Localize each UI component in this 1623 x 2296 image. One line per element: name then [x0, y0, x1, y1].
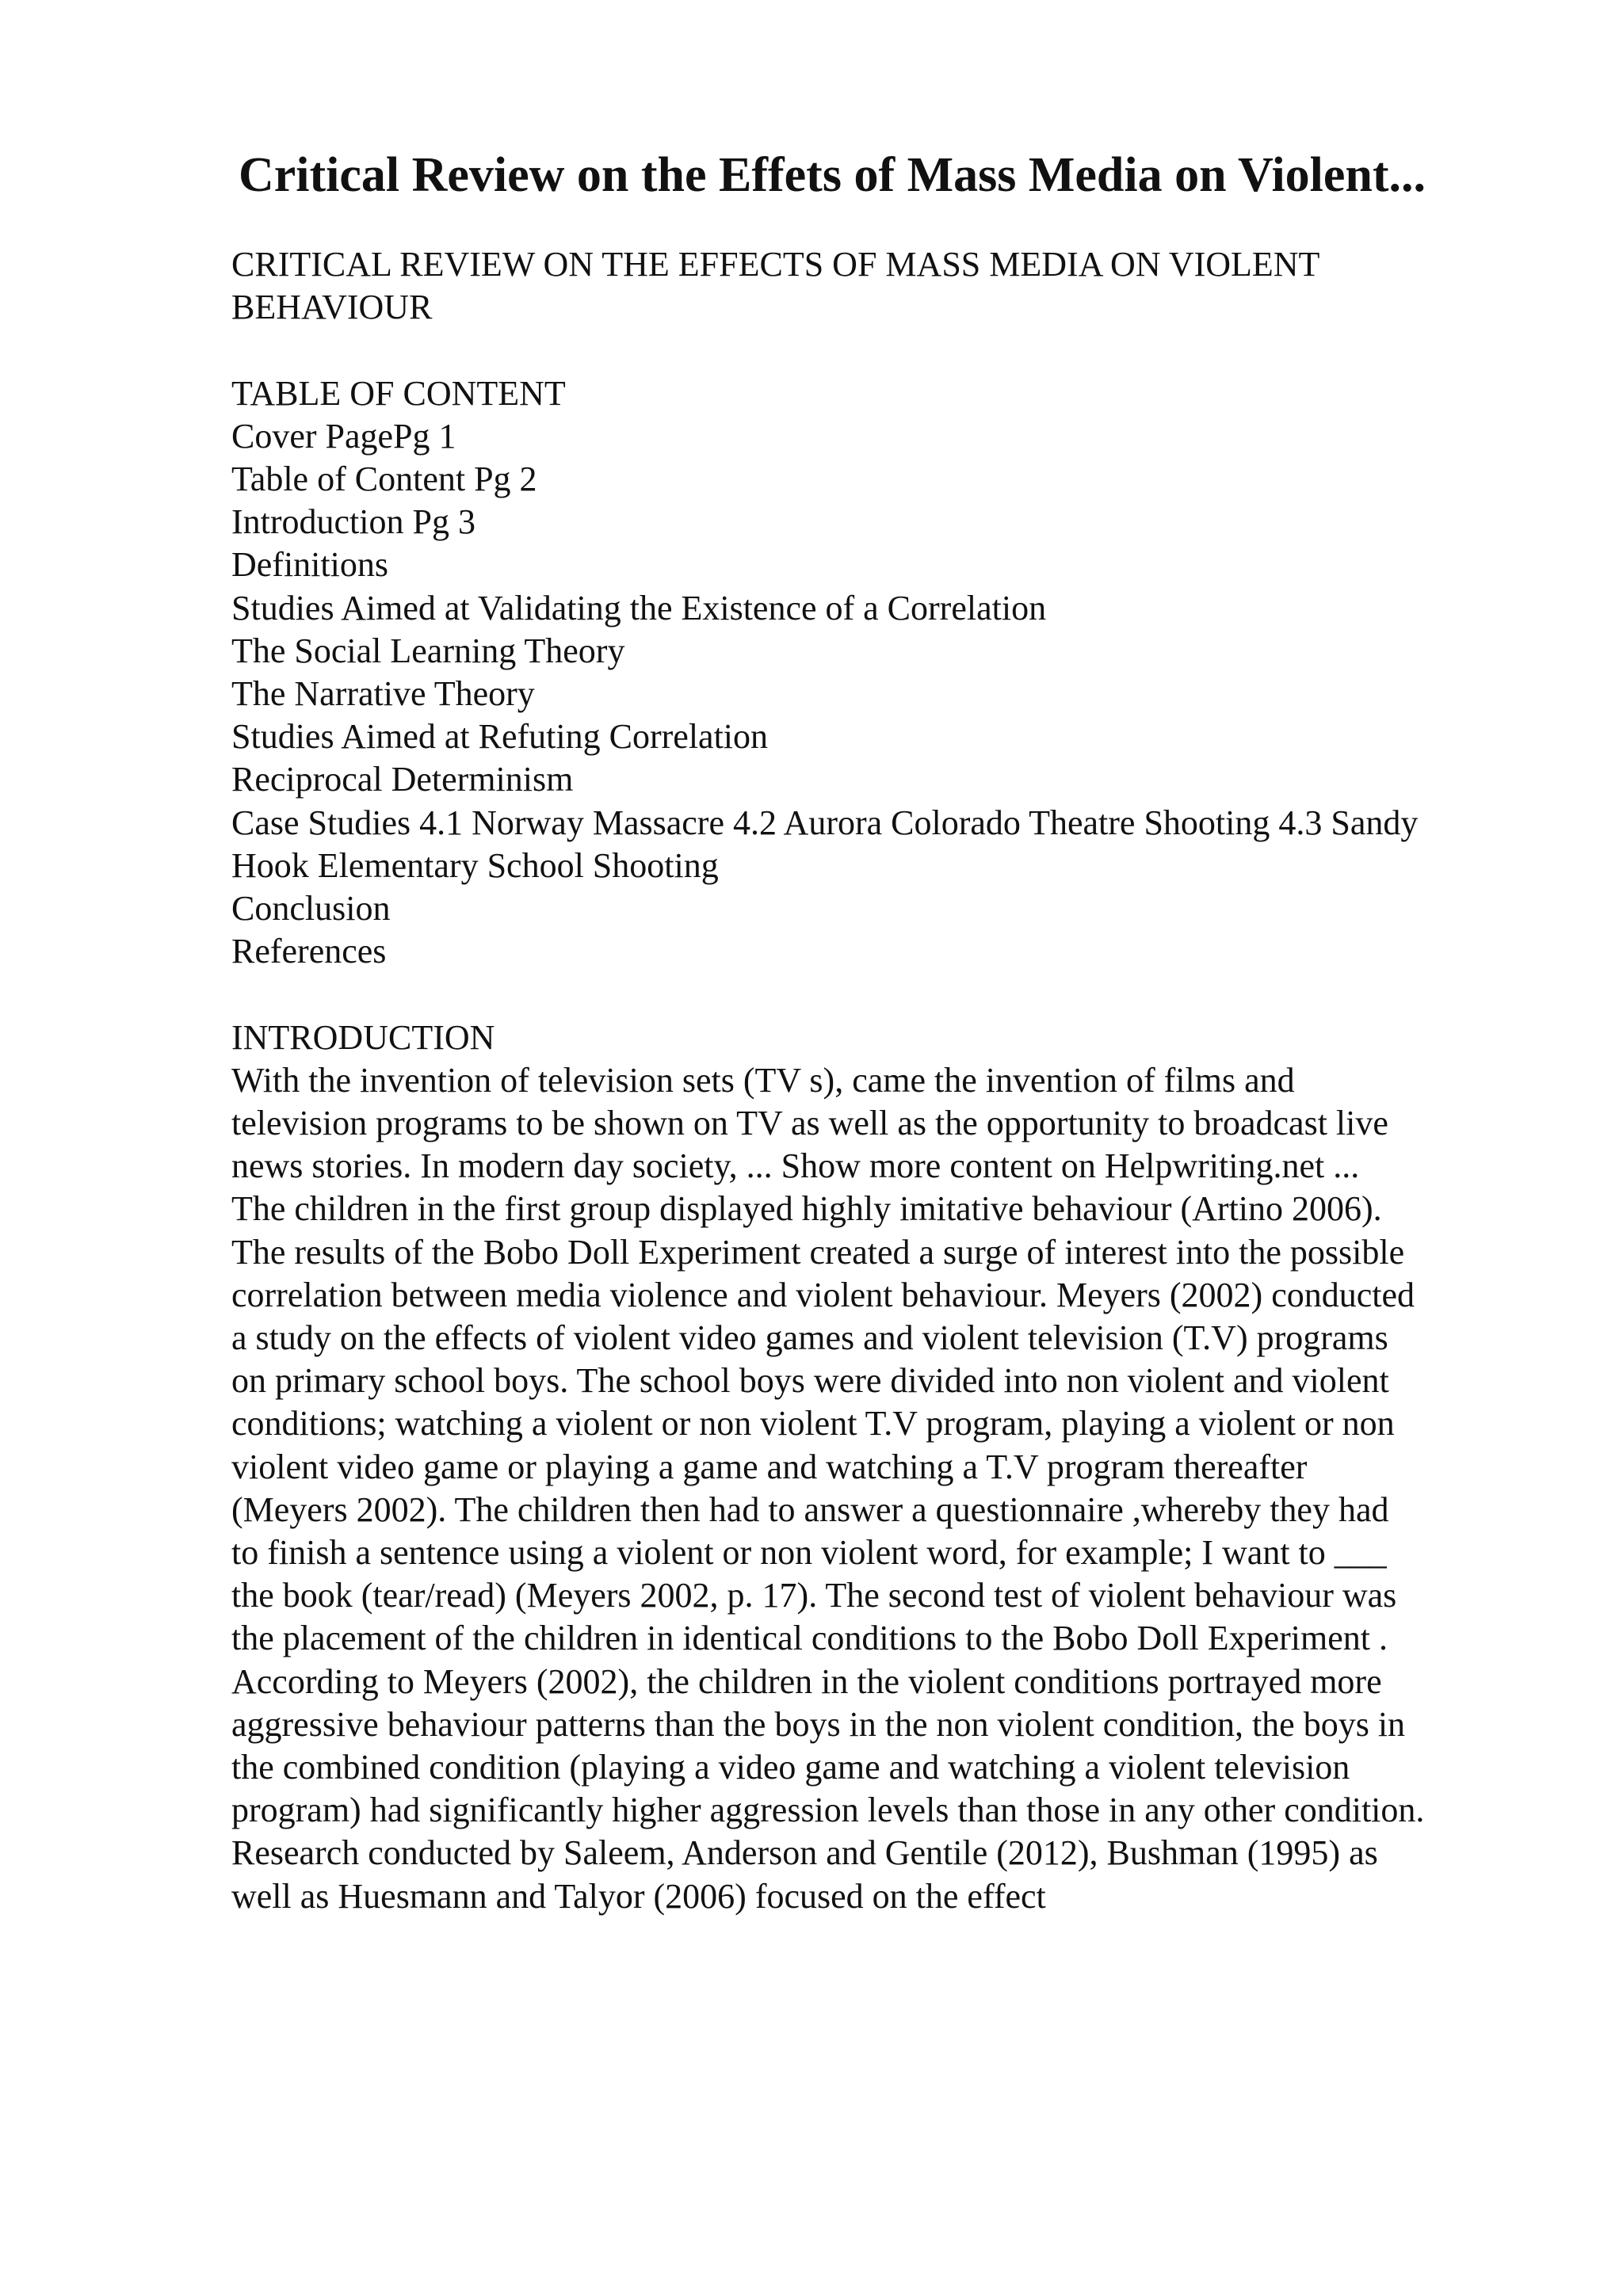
toc-item: Introduction Pg 3	[231, 502, 475, 542]
paragraph-line: the placement of the children in identical conditions to the Bobo Doll Experiment .	[231, 1619, 1388, 1658]
toc-item: Table of Content Pg 2	[231, 460, 537, 498]
paragraph-spacer	[231, 973, 1531, 1016]
toc-item: The Narrative Theory	[231, 674, 535, 714]
document-heading	[231, 243, 1531, 329]
toc-item: Reciprocal Determinism	[231, 760, 574, 799]
toc-item: Studies Aimed at Refuting Correlation	[231, 717, 769, 757]
paragraph-line: a study on the effects of violent video games and violent television (T.V) programs	[231, 1318, 1388, 1358]
toc-item: Cover PagePg 1	[231, 416, 456, 456]
introduction-paragraph	[231, 1059, 1531, 1918]
toc-item: Case Studies 4.1 Norway Massacre 4.2 Aurora Colorado Theatre Shooting 4.3 Sandy	[231, 803, 1419, 842]
toc-item: Hook Elementary School Shooting	[231, 845, 719, 885]
toc-item: Definitions	[231, 545, 388, 585]
paragraph-line: conditions; watching a violent or non violent T.V program, playing a violent or non	[231, 1404, 1395, 1444]
paragraph-spacer	[231, 329, 1531, 372]
table-of-contents	[231, 372, 1531, 974]
paragraph-line: (Meyers 2002). The children then had to answer a questionnaire ,whereby they had	[231, 1489, 1389, 1529]
introduction-heading: INTRODUCTION	[231, 1017, 495, 1057]
document-title: Critical Review on the Effets of Mass Media on Violent...	[238, 148, 1426, 202]
toc-item: The Social Learning Theory	[231, 631, 625, 670]
paragraph-line: The children in the first group displayed highly imitative behaviour (Artino 2006).	[231, 1189, 1382, 1229]
paragraph-line: the book (tear/read) (Meyers 2002, p. 17). The second test of violent behaviour was	[231, 1576, 1397, 1615]
paragraph-line: correlation between media violence and violent behaviour. Meyers (2002) conducted	[231, 1275, 1415, 1314]
toc-item: Studies Aimed at Validating the Existence of a Correlation	[231, 588, 1047, 627]
paragraph-line: The results of the Bobo Doll Experiment created a surge of interest into the possible	[231, 1232, 1405, 1272]
toc-item: References	[231, 932, 387, 971]
paragraph-line: With the invention of television sets (TV s), came the invention of films and	[231, 1060, 1295, 1100]
paragraph-line: well as Huesmann and Talyor (2006) focused on the effect	[231, 1876, 1046, 1916]
toc-heading: TABLE OF CONTENT	[231, 373, 566, 413]
paragraph-line: to finish a sentence using a violent or non violent word, for example; I want to ___	[231, 1533, 1387, 1573]
paragraph-line: news stories. In modern day society, ... Show more content on Helpwriting.net ...	[231, 1146, 1360, 1186]
heading-line: BEHAVIOUR	[231, 288, 433, 327]
paragraph-line: violent video game or playing a game and watching a T.V program thereafter	[231, 1447, 1308, 1486]
introduction-section	[231, 1016, 1531, 1918]
paragraph-line: According to Meyers (2002), the children in the violent conditions portrayed more	[231, 1661, 1382, 1701]
paragraph-line: Research conducted by Saleem, Anderson and Gentile (2012), Bushman (1995) as	[231, 1833, 1378, 1873]
toc-item: Conclusion	[231, 889, 391, 929]
paragraph-line: television programs to be shown on TV as well as the opportunity to broadcast live	[231, 1104, 1388, 1143]
paragraph-line: aggressive behaviour patterns than the boys in the non violent condition, the boys in	[231, 1704, 1406, 1744]
toc-list	[231, 415, 1531, 974]
heading-line: CRITICAL REVIEW ON THE EFFECTS OF MASS MEDIA ON VIOLENT	[231, 245, 1320, 284]
paragraph-line: on primary school boys. The school boys were divided into non violent and violent	[231, 1361, 1389, 1401]
paragraph-line: the combined condition (playing a video game and watching a violent television	[231, 1748, 1350, 1787]
document-body	[231, 243, 1531, 1918]
paragraph-line: program) had significantly higher aggression levels than those in any other condition.	[231, 1791, 1425, 1830]
